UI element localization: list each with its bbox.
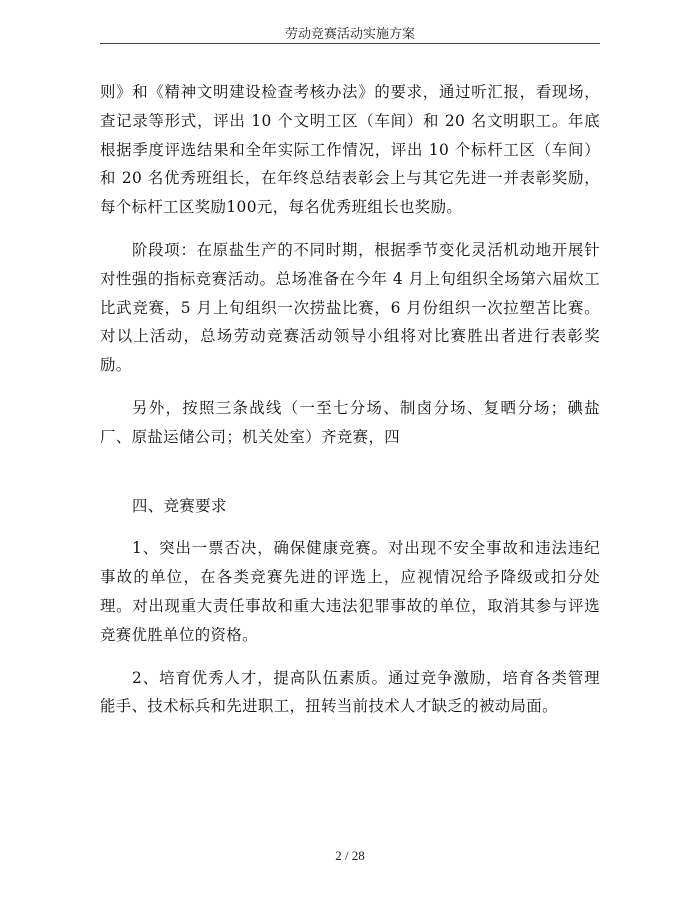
paragraph-continuation: 则》和《精神文明建设检查考核办法》的要求，通过听汇报，看现场，查记录等形式，评出 10 个文明工区（车间）和 20 名文明职工。年底根据季度评选结果和全年实际工作情况，评出 10 个标杆工区（车间）和 20 名优秀班组长，在年终总结表彰会上与其它先进一并表彰奖励，每个标杆工区奖励100元，每名优秀班组长也奖励。 — [100, 83, 600, 217]
page-number: 2 / 28 — [335, 848, 365, 863]
document-body — [100, 78, 600, 721]
paragraph-additional: 另外，按照三条战线（一至七分场、制卤分场、复晒分场；碘盐厂、原盐运储公司；机关处室）齐竞赛，四 — [100, 398, 600, 446]
paragraph-requirement-1: 1、突出一票否决，确保健康竞赛。对出现不安全事故和违法违纪事故的单位，在各类竞赛先进的评选上，应视情况给予降级或扣分处理。对出现重大责任事故和重大违法犯罪事故的单位，取消其参与评选竞赛优胜单位的资格。 — [100, 539, 600, 644]
paragraph-requirement-2: 2、培育优秀人才，提高队伍素质。通过竞争激励，培育各类管理能手、技术标兵和先进职工，扭转当前技术人才缺乏的被动局面。 — [100, 668, 600, 716]
header-divider — [100, 43, 600, 44]
section-heading-requirements: 四、竞赛要求 — [132, 496, 227, 515]
paragraph-stage-items: 阶段项：在原盐生产的不同时期，根据季节变化灵活机动地开展针对性强的指标竞赛活动。总场准备在今年 4 月上旬组织全场第六届炊工比武竞赛，5 月上旬组织一次捞盐比赛，6 月份组织一次拉塑苫比赛。对以上活动，总场劳动竞赛活动领导小组将对比赛胜出者进行表彰奖励。 — [100, 240, 600, 375]
header-title: 劳动竞赛活动实施方案 — [284, 27, 415, 42]
